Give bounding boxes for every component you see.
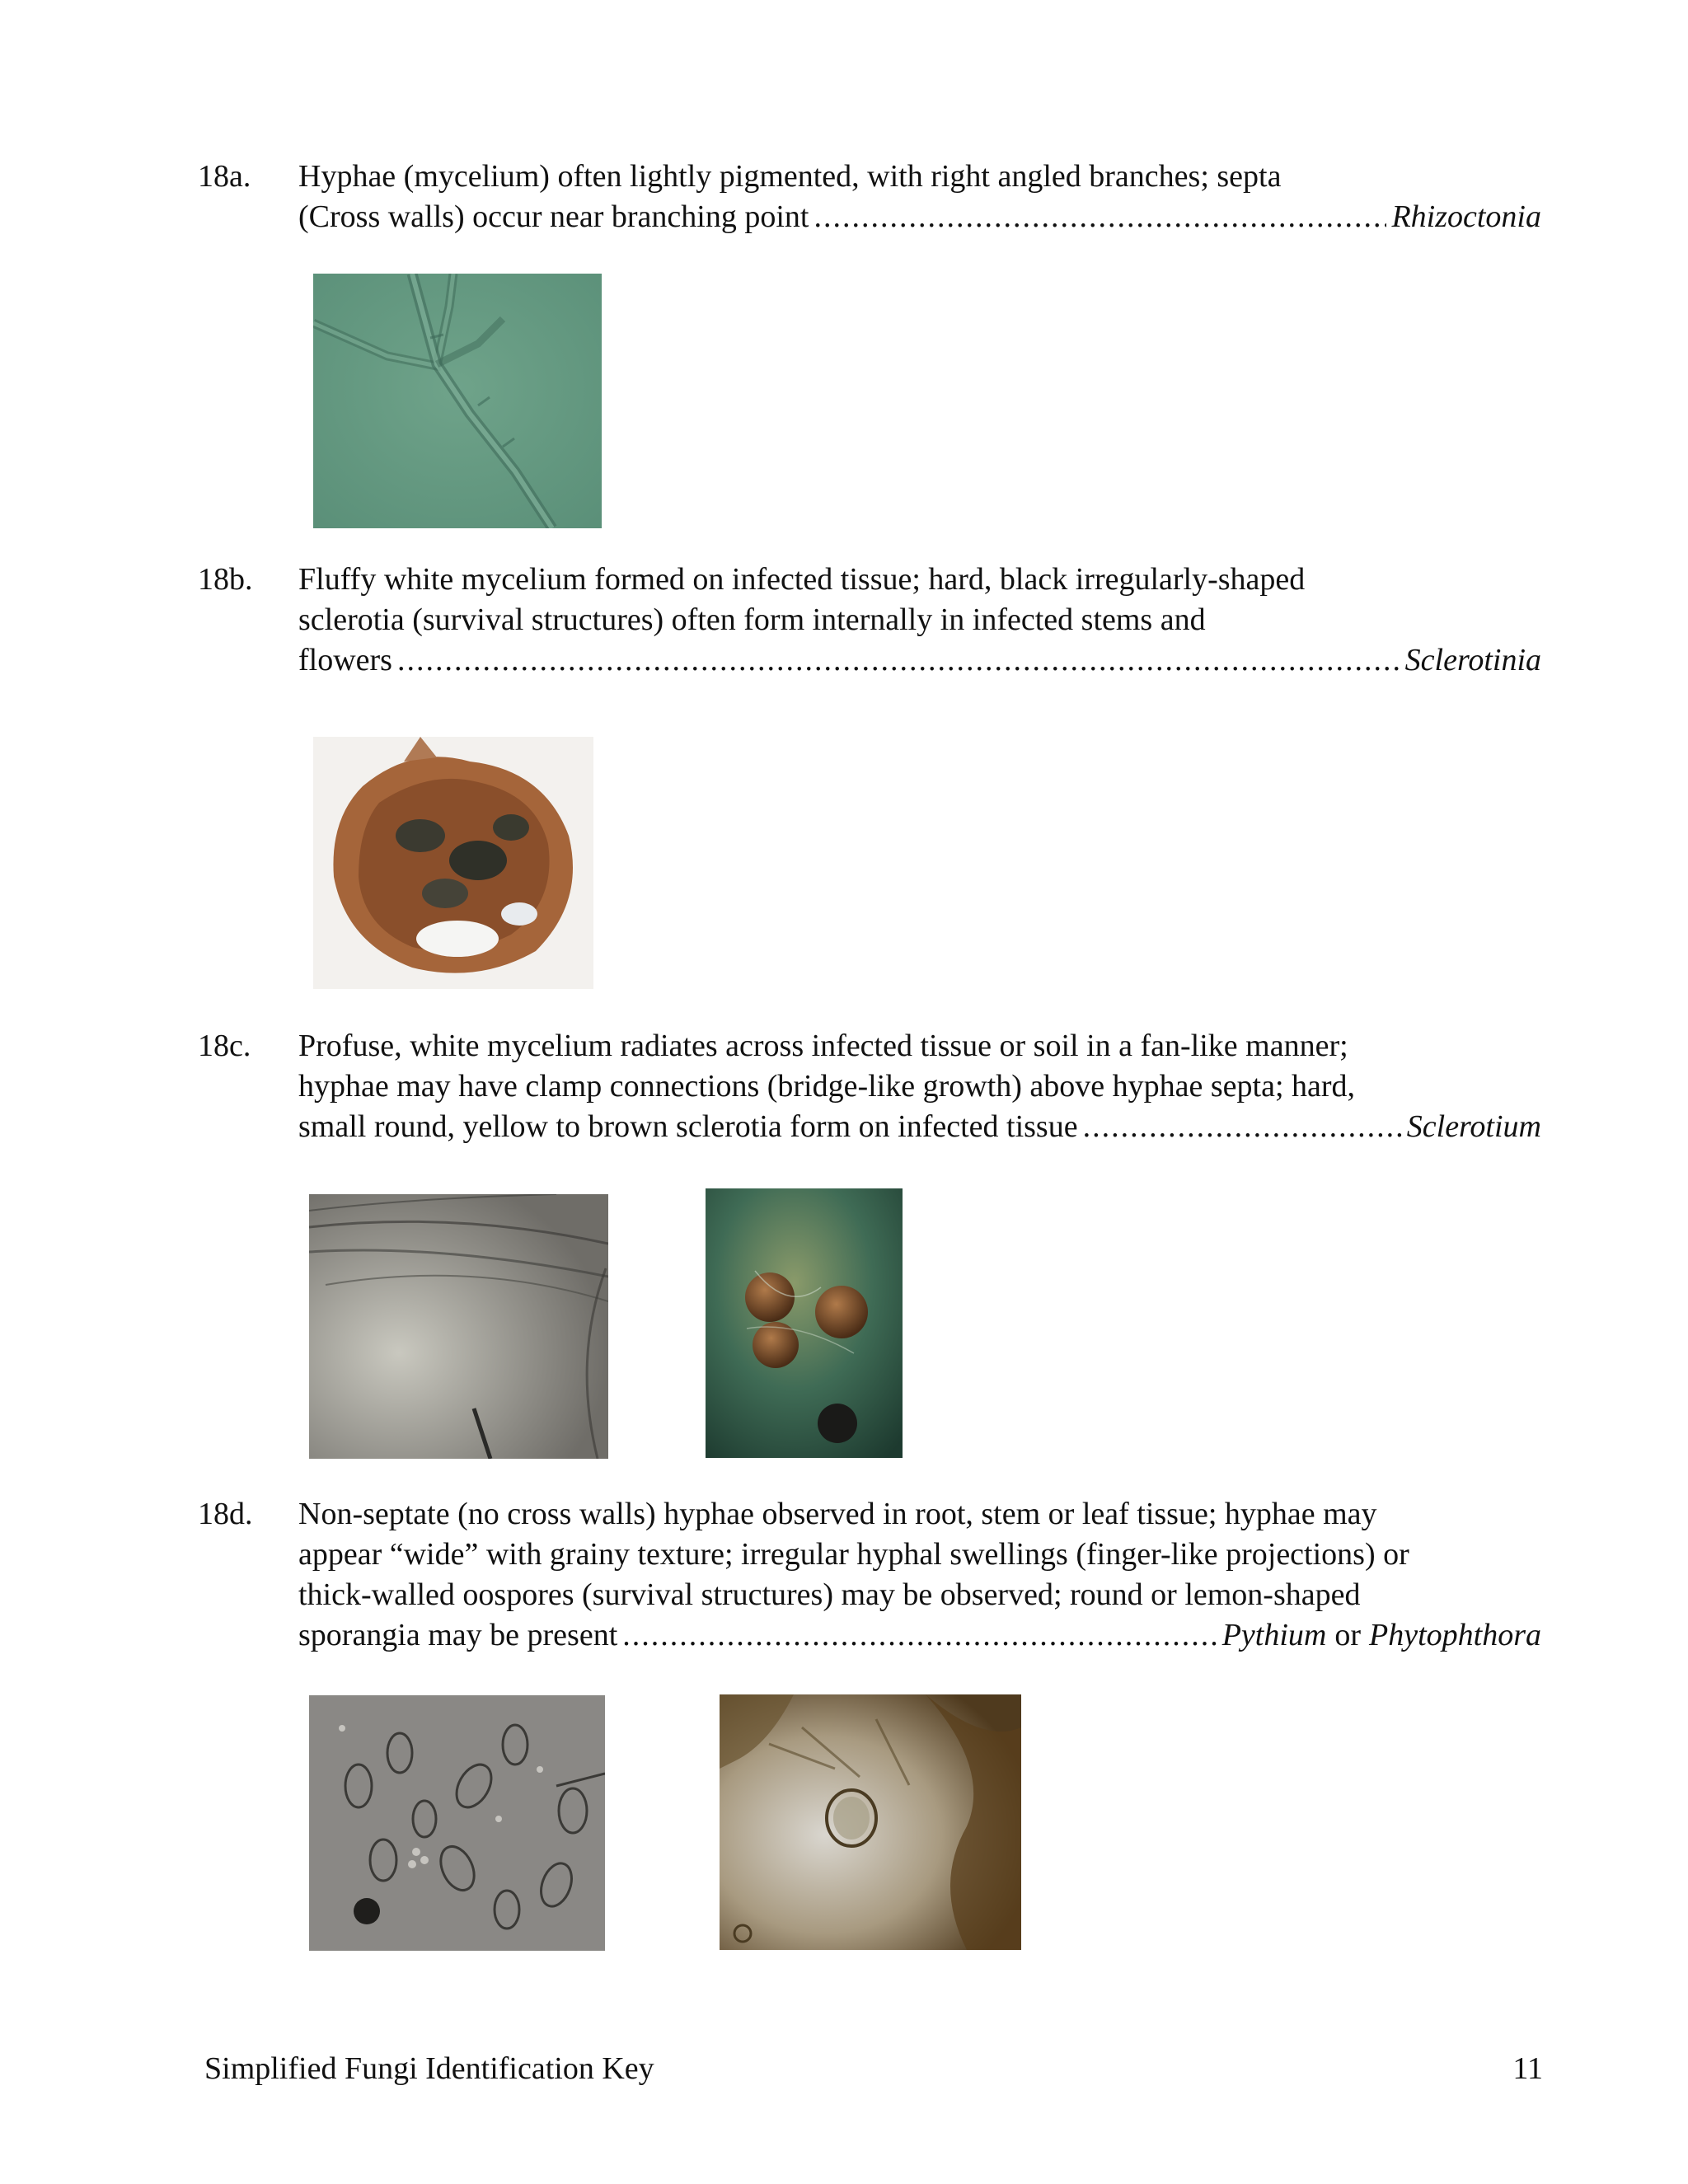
entry-description [298, 560, 1541, 681]
sclerotium-mycelium-photo [309, 1194, 608, 1459]
genus-result: Sclerotinia [1404, 643, 1541, 677]
rhizoctonia-hyphae-photo [313, 274, 602, 528]
entry-description [298, 1026, 1541, 1147]
sclerotinia-sclerotium-photo [313, 737, 593, 989]
entry-number: 18c. [198, 1029, 251, 1063]
description-line: Hyphae (mycelium) often lightly pigmented, with right angled branches; septa [298, 159, 1282, 194]
genus-result-alternate: Phytophthora [1369, 1618, 1541, 1652]
entry-number: 18b. [198, 562, 253, 597]
description-line: sporangia may be present [298, 1618, 618, 1652]
description-line-with-result [298, 1107, 1541, 1147]
entry-number: 18a. [198, 159, 251, 194]
entry-description [298, 157, 1541, 237]
page-number: 11 [1512, 2051, 1543, 2086]
result-connector: or [1334, 1618, 1362, 1652]
description-line: hyphae may have clamp connections (bridge-like growth) above hyphae septa; hard, [298, 1069, 1356, 1104]
entry-number: 18d. [198, 1497, 253, 1531]
genus-result: Pythium [1221, 1618, 1327, 1652]
description-line: flowers [298, 643, 392, 677]
phytophthora-oospore-photo [720, 1694, 1021, 1950]
description-line: thick-walled oospores (survival structures) may be observed; round or lemon-shaped [298, 1577, 1361, 1612]
description-line: Fluffy white mycelium formed on infected tissue; hard, black irregularly-shaped [298, 562, 1306, 597]
description-line: small round, yellow to brown sclerotia form on infected tissue [298, 1109, 1078, 1144]
dot-leader [814, 197, 1386, 237]
description-line-with-result [298, 640, 1541, 681]
dot-leader [622, 1615, 1217, 1656]
description-line: sclerotia (survival structures) often form internally in infected stems and [298, 602, 1206, 637]
description-line-with-result [298, 1615, 1541, 1656]
pythium-sporangia-photo [309, 1695, 605, 1951]
dot-leader [397, 640, 1400, 681]
dot-leader [1083, 1107, 1402, 1147]
document-title: Simplified Fungi Identification Key [204, 2051, 654, 2086]
genus-result: Sclerotium [1406, 1109, 1541, 1144]
entry-description [298, 1494, 1541, 1656]
description-line: (Cross walls) occur near branching point [298, 199, 809, 234]
description-line-with-result [298, 197, 1541, 237]
description-line: Profuse, white mycelium radiates across infected tissue or soil in a fan-like manner; [298, 1029, 1348, 1063]
description-line: Non-septate (no cross walls) hyphae observed in root, stem or leaf tissue; hyphae may [298, 1497, 1377, 1531]
sclerotium-sclerotia-photo [706, 1188, 903, 1458]
genus-result: Rhizoctonia [1391, 199, 1541, 234]
description-line: appear “wide” with grainy texture; irregular hyphal swellings (finger-like projections) or [298, 1537, 1409, 1572]
